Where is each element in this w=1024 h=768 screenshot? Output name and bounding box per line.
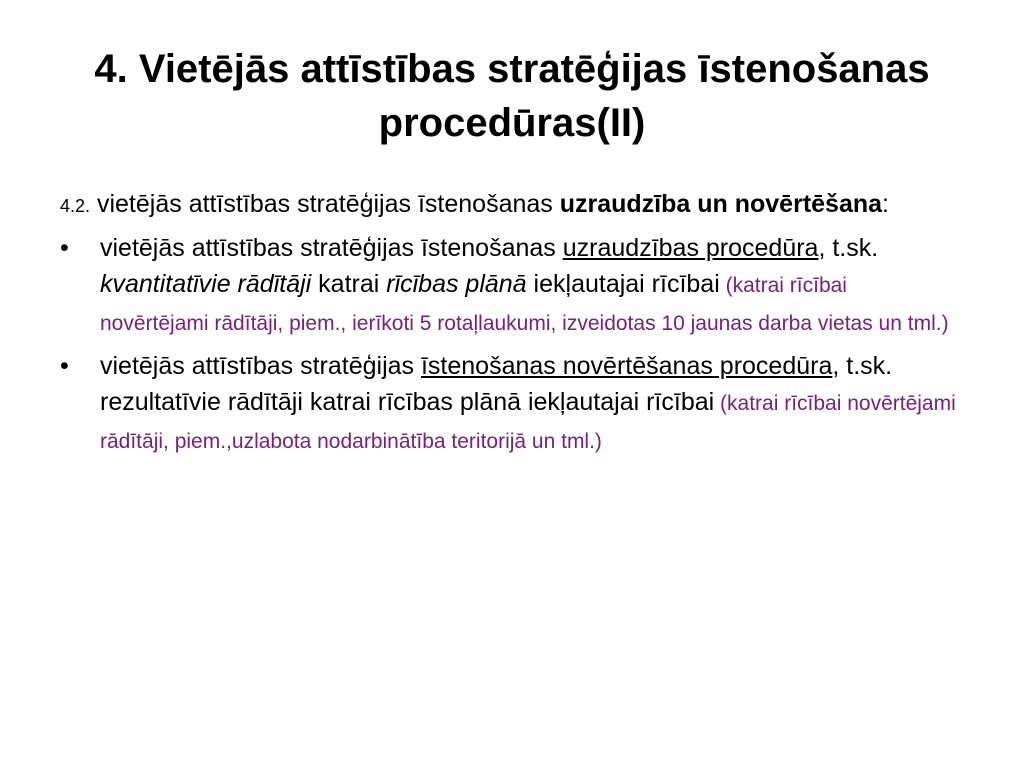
bullet-italic-term: rīcības plānā: [386, 270, 527, 298]
intro-suffix: :: [882, 190, 889, 218]
bullet-text: vietējās attīstības stratēģijas: [100, 352, 421, 380]
bullet-example-note: (katrai rīcībai novērtējami rādītāji, piem.,uzlabota nodarbinātība teritorijā un tml.): [100, 392, 956, 453]
slide-title-line1: 4. Vietējās attīstības stratēģijas īstenošanas: [94, 47, 930, 91]
bullet-text: iekļautajai rīcībai: [526, 270, 720, 298]
intro-number: 4.2.: [60, 196, 91, 216]
slide-title-line2: procedūras(II): [378, 101, 646, 145]
bullet-item-evaluation: [60, 348, 960, 460]
slide-body: [60, 186, 960, 466]
bullet-icon: •: [60, 234, 69, 262]
slide-title: [60, 42, 964, 150]
bullet-text: , t.sk. rezultatīvie rādītāji katrai rīcības plānā iekļautajai rīcībai: [100, 352, 893, 416]
bullet-item-monitoring: [60, 230, 960, 342]
bullet-example-note: (katrai rīcībai novērtējami rādītāji, piem., ierīkoti 5 rotaļlaukumi, izveidotas 10 jaunas darba vietas un tml.): [100, 274, 949, 335]
bullet-text: vietējās attīstības stratēģijas īstenošanas: [100, 234, 563, 262]
bullet-italic-term: kvantitatīvie rādītāji: [100, 270, 312, 298]
bullet-underlined-term: uzraudzības procedūra: [562, 234, 819, 262]
intro-text-plain: vietējās attīstības stratēģijas īstenošanas: [90, 190, 560, 218]
bullet-underlined-term: īstenošanas novērtēšanas procedūra: [420, 352, 833, 380]
intro-paragraph: [60, 186, 960, 224]
bullet-text: katrai: [311, 270, 387, 298]
bullet-icon: •: [60, 352, 69, 380]
bullet-text: , t.sk.: [818, 234, 879, 262]
intro-text-bold: uzraudzība un novērtēšana: [559, 190, 883, 218]
